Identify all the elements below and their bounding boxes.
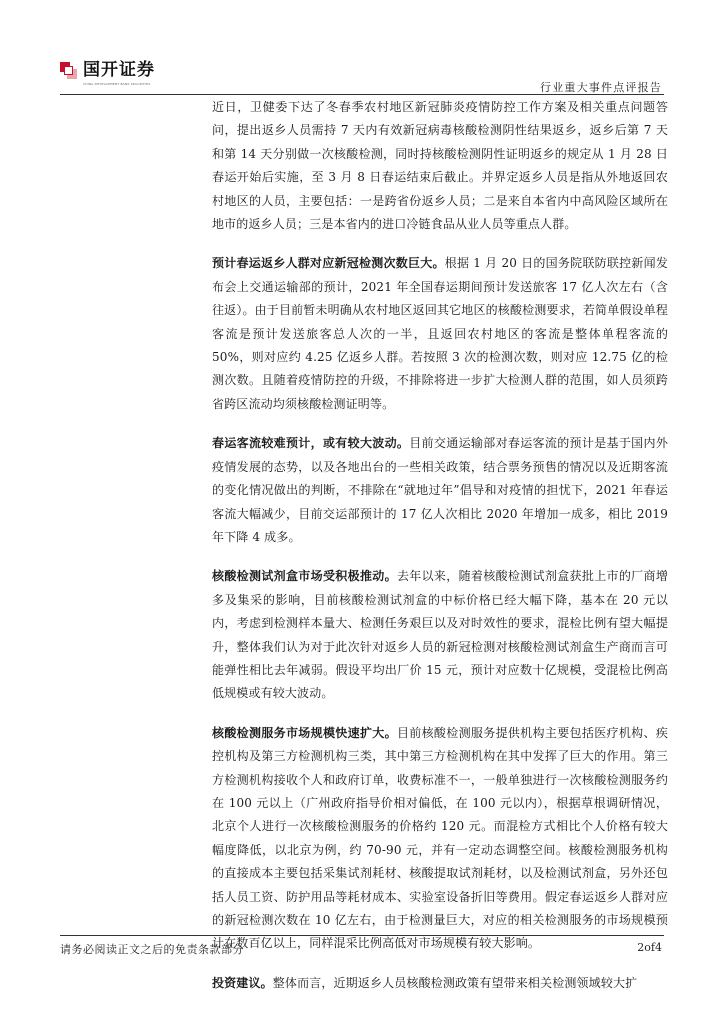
- logo-text: 国开证券: [83, 60, 155, 80]
- paragraph-4: [212, 565, 668, 705]
- paragraph-3-lead: 春运客流较难预计，或有较大波动。: [212, 436, 410, 451]
- paragraph-5-lead: 核酸检测服务市场规模快速扩大。: [212, 725, 397, 740]
- paragraph-1: [212, 96, 668, 236]
- footer-disclaimer: 请务必阅读正文之后的免责条款部分: [60, 943, 244, 956]
- paragraph-6: [212, 972, 668, 995]
- header-divider: [60, 94, 664, 95]
- paragraph-3-body: 目前交通运输部对春运客流的预计是基于国内外疫情发展的态势，以及各地出台的一些相关政策，结合票务预售的情况以及近期客流的变化情况做出的判断，不排除在“就地过年”倡导和对疫情的担忧下，2021 年春运客流大幅减少，目前交运部预计的 17 亿人次相比 2020 年增加一成多，相比 2019 年下降 4 成多。: [212, 436, 668, 544]
- main-content: [212, 96, 668, 995]
- paragraph-6-body: 整体而言，近期返乡人员核酸检测政策有望带来相关检测领域较大扩: [272, 975, 638, 990]
- paragraph-2: [212, 252, 668, 416]
- paragraph-3: [212, 432, 668, 549]
- company-logo: [60, 60, 155, 86]
- paragraph-2-body: 根据 1 月 20 日的国务院联防联控新闻发布会上交通运输部的预计，2021 年全国春运期间预计发送旅客 17 亿人次左右（含往返）。由于目前暂未明确从农村地区返回其它地区的核酸检测要求，若简单假设单程客流是预计发送旅客总人次的一半，且返回农村地区的客流是整体单程客流的 50%，则对应约 4.25 亿返乡人群。若按照 3 次的检测次数，则对应 12.75 亿的检测次数。且随着疫情防控的升级，不排除将进一步扩大检测人群的范围，如人员须跨省跨区流动均须核酸检测证明等。: [212, 256, 668, 411]
- footer-divider: [60, 935, 664, 936]
- paragraph-1-body: 近日，卫健委下达了冬春季农村地区新冠肺炎疫情防控工作方案及相关重点问题答问，提出返乡人员需持 7 天内有效新冠病毒核酸检测阴性结果返乡，返乡后第 7 天和第 14 天分别做一次核酸检测，同时持核酸检测阴性证明返乡的规定从 1 月 28 日春运开始后实施，至 3 月 8 日春运结束后截止。并界定返乡人员是指从外地返回农村地区的人员，主要包括：一是跨省份返乡人员；二是来自本省内中高风险区域所在地市的返乡人员；三是本省内的进口冷链食品从业人员等重点人群。: [212, 100, 668, 232]
- page-number: 2of4: [637, 941, 662, 954]
- page-header: [0, 0, 724, 100]
- logo-mark-icon: [60, 62, 77, 79]
- paragraph-6-lead: 投资建议。: [212, 975, 273, 990]
- report-type: 行业重大事件点评报告: [540, 81, 662, 94]
- logo-subtext: CHINA DEVELOPMENT BANK SECURITIES: [83, 82, 151, 86]
- paragraph-5-body: 目前核酸检测服务提供机构主要包括医疗机构、疾控机构及第三方检测机构三类，其中第三方检测机构在其中发挥了巨大的作用。第三方检测机构接收个人和政府订单，收费标准不一，一般单独进行一次核酸检测服务约在 100 元以上（广州政府指导价相对偏低，在 100 元以内），根据草根调研情况，北京个人进行一次核酸检测服务的价格约 120 元。而混检方式相比个人价格有较大幅度降低，以北京为例，约 70-90 元，并有一定动态调整空间。核酸检测服务机构的直接成本主要包括采集试剂耗材、核酸提取试剂耗材，以及检测试剂盒，另外还包括人员工资、防护用品等耗材成本、实验室设备折旧等费用。假定春运返乡人群对应的新冠检测次数在 10 亿左右，由于检测量巨大，对应的相关检测服务的市场规模预计在数百亿以上，同样混采比例高低对市场规模有较大影响。: [212, 725, 668, 951]
- paragraph-5: [212, 722, 668, 956]
- paragraph-4-body: 去年以来，随着核酸检测试剂盒获批上市的厂商增多及集采的影响，目前核酸检测试剂盒的中标价格已经大幅下降，基本在 20 元以内，考虑到检测样本量大、检测任务艰巨以及对时效性的要求，混检比例有望大幅提升，整体我们认为对于此次针对返乡人员的新冠检测对核酸检测试剂盒生产商而言可能弹性相比去年减弱。假设平均出厂价 15 元，预计对应数十亿规模，受混检比例高低规模或有较大波动。: [212, 569, 668, 701]
- paragraph-4-lead: 核酸检测试剂盒市场受积极推动。: [212, 569, 397, 584]
- paragraph-2-lead: 预计春运返乡人群对应新冠检测次数巨大。: [212, 256, 445, 271]
